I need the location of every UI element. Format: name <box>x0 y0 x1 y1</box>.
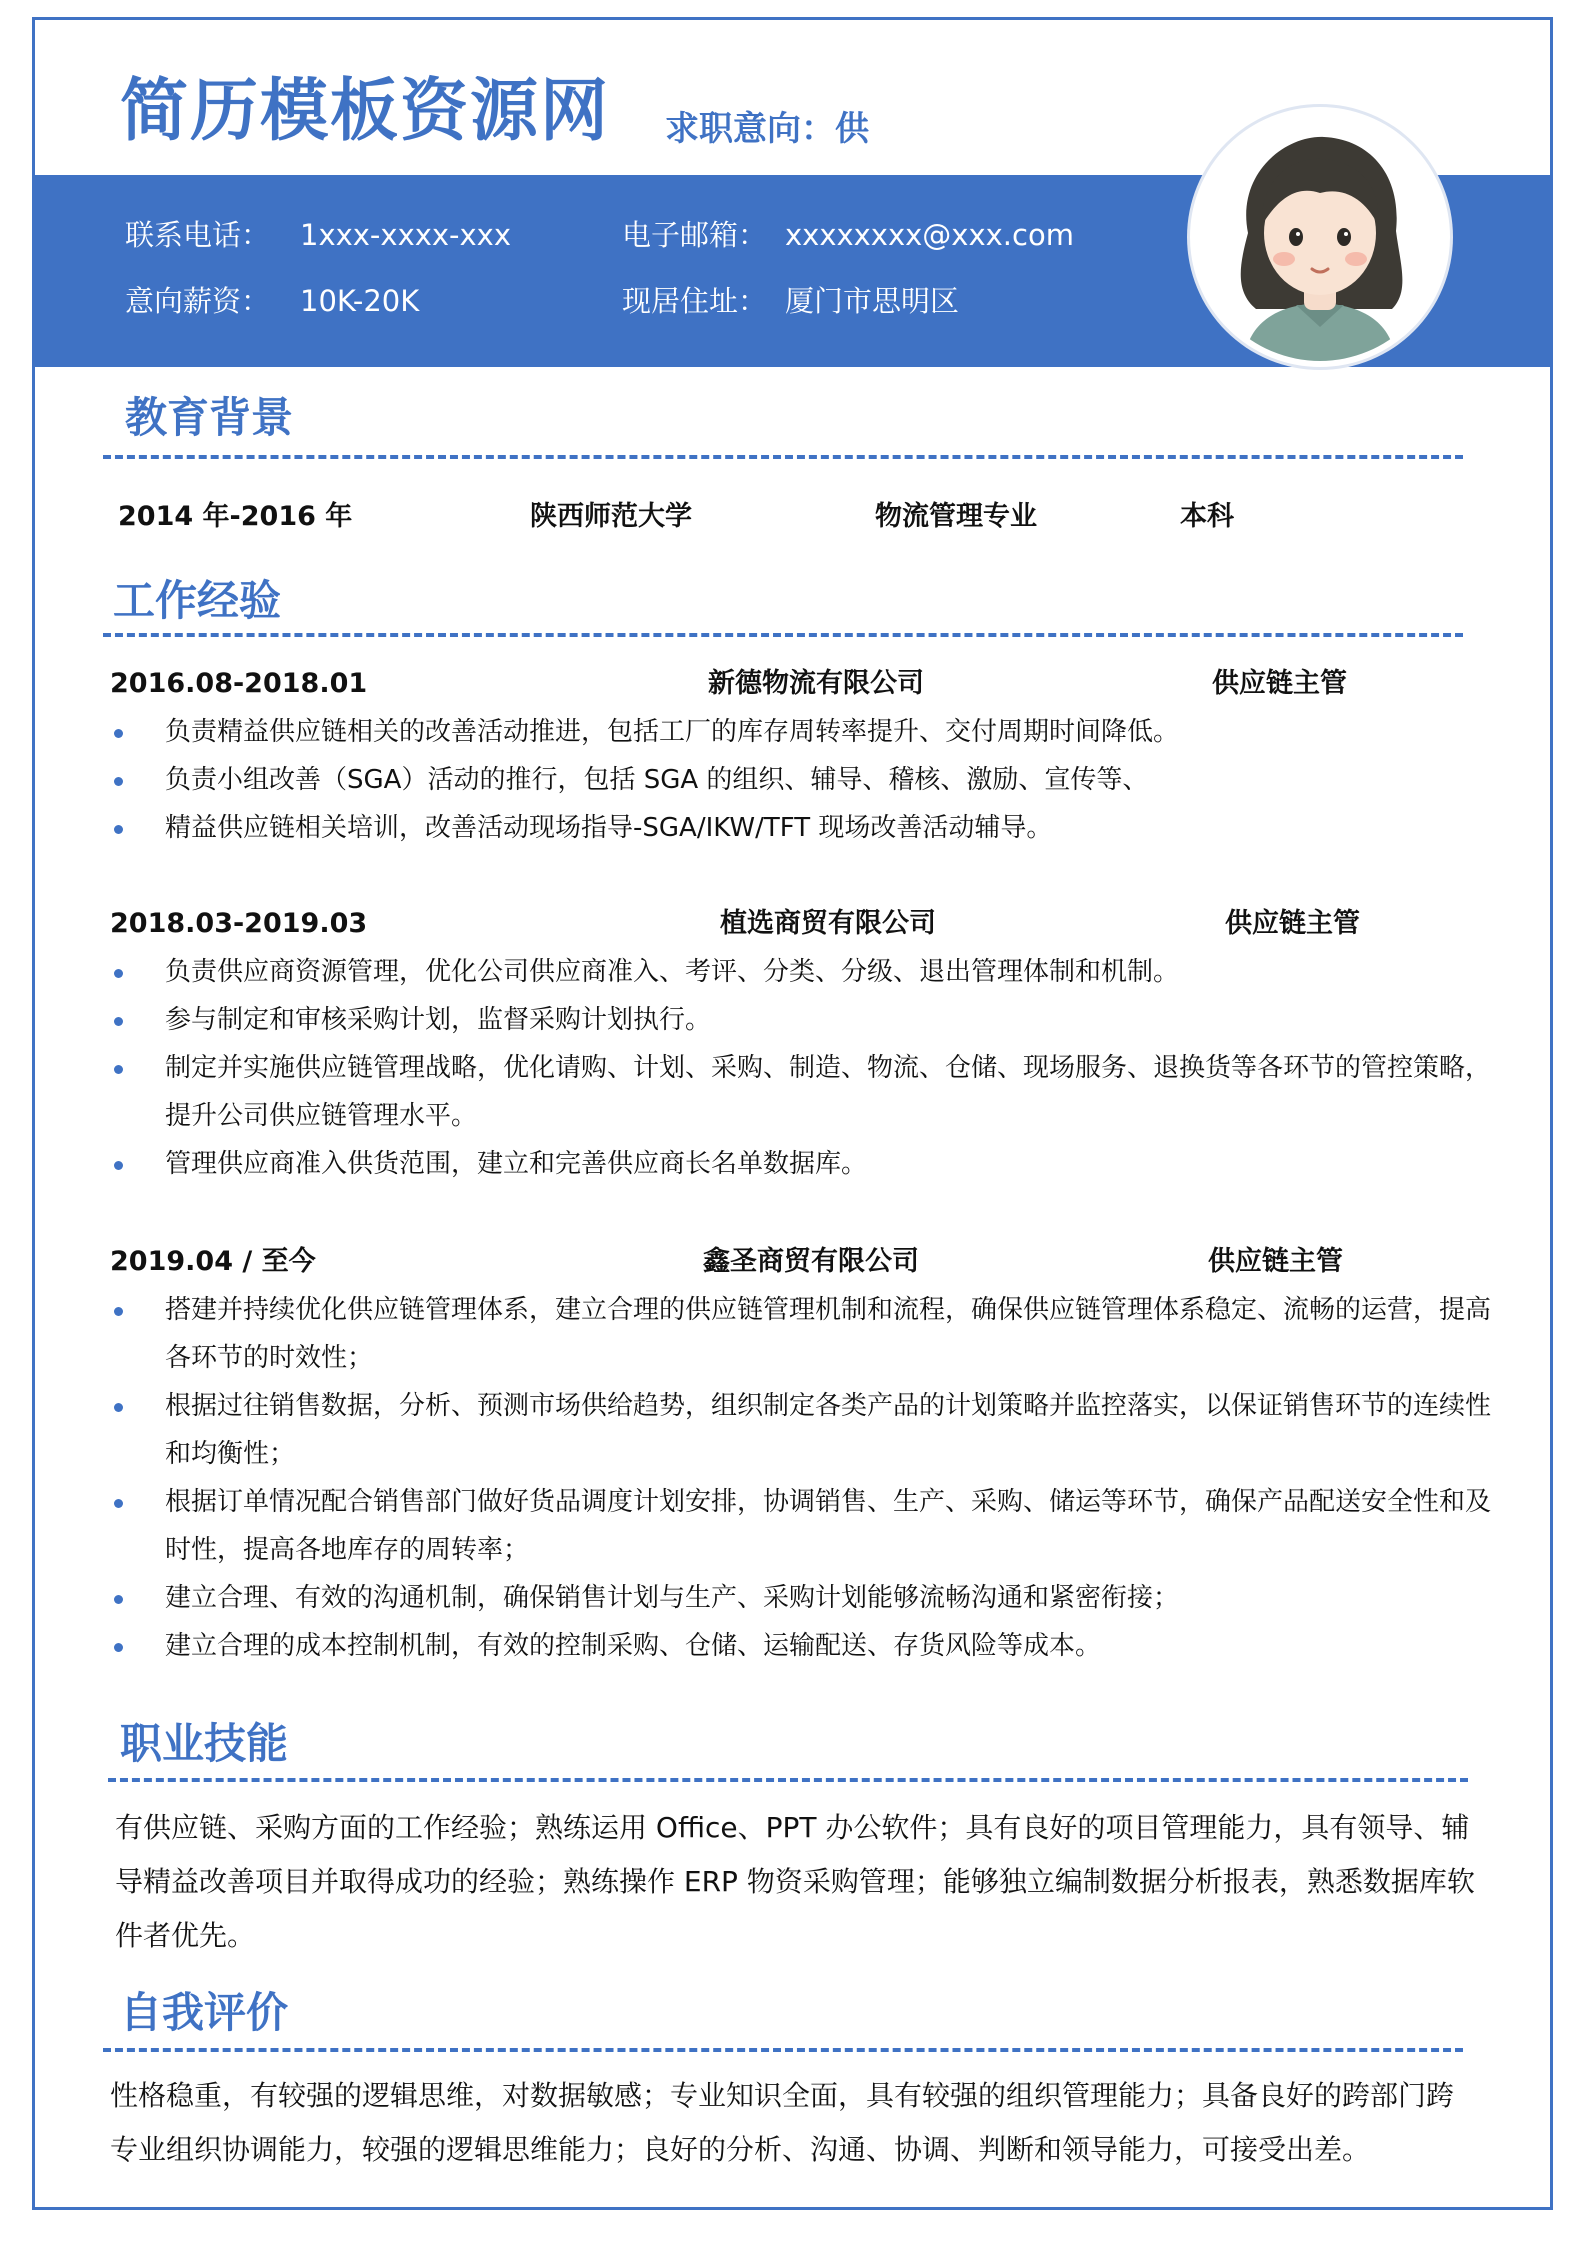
bullet-dot-icon <box>114 1403 123 1412</box>
skills-divider <box>108 1778 1468 1782</box>
avatar <box>1190 107 1450 367</box>
list-item: 负责小组改善（SGA）活动的推行，包括 SGA 的组织、辅导、稽核、激励、宣传等、 <box>108 756 1508 804</box>
job-period: 2018.03-2019.03 <box>110 908 368 939</box>
bullet-dot-icon <box>114 1161 123 1170</box>
bullet-dot-icon <box>114 1499 123 1508</box>
avatar-illustration-icon <box>1196 113 1444 361</box>
list-item: 根据过往销售数据，分析、预测市场供给趋势，组织制定各类产品的计划策略并监控落实，以保证销售环节的连续性和均衡性； <box>108 1382 1508 1478</box>
self-evaluation-divider <box>103 2048 1463 2052</box>
bullet-dot-icon <box>114 969 123 978</box>
experience-divider <box>103 633 1463 637</box>
list-item: 负责供应商资源管理，优化公司供应商准入、考评、分类、分级、退出管理体制和机制。 <box>108 948 1508 996</box>
list-item: 建立合理的成本控制机制，有效的控制采购、仓储、运输配送、存货风险等成本。 <box>108 1622 1508 1670</box>
address-value: 厦门市思明区 <box>785 284 960 318</box>
job-role: 供应链主管 <box>1212 668 1347 699</box>
bullet-dot-icon <box>114 825 123 834</box>
list-item: 根据订单情况配合销售部门做好货品调度计划安排，协调销售、生产、采购、储运等环节，确保产品配送安全性和及时性，提高各地库存的周转率； <box>108 1478 1508 1574</box>
skills-title: 职业技能 <box>120 1719 289 1768</box>
salary-value: 10K-20K <box>300 284 420 318</box>
job-role: 供应链主管 <box>1208 1246 1343 1277</box>
job-period: 2016.08-2018.01 <box>110 668 368 699</box>
bullet-dot-icon <box>114 1643 123 1652</box>
address-label: 现居住址： <box>622 284 768 318</box>
job-intent: 求职意向：供 <box>665 109 869 149</box>
self-evaluation-text: 性格稳重，有较强的逻辑思维，对数据敏感；专业知识全面，具有较强的组织管理能力；具备良好的跨部门跨专业组织协调能力，较强的逻辑思维能力；良好的分析、沟通、协调、判断和领导能力，可接受出差。 <box>110 2079 1455 2166</box>
education-divider <box>103 455 1463 459</box>
phone-value: 1xxx-xxxx-xxx <box>300 218 512 252</box>
experience-title: 工作经验 <box>113 576 282 625</box>
candidate-name: 简历模板资源网 <box>120 72 611 151</box>
job-bullets <box>108 948 1508 1188</box>
skills-text: 有供应链、采购方面的工作经验；熟练运用 Office、PPT 办公软件；具有良好的项目管理能力，具有领导、辅导精益改善项目并取得成功的经验；熟练操作 ERP 物资采购管理；能够独立编制数据分析报表，熟悉数据库软件者优先。 <box>115 1811 1475 1952</box>
list-item: 负责精益供应链相关的改善活动推进，包括工厂的库存周转率提升、交付周期时间降低。 <box>108 708 1508 756</box>
email-value: xxxxxxxx@xxx.com <box>785 218 1074 252</box>
education-period: 2014 年-2016 年 <box>118 501 353 532</box>
list-item: 制定并实施供应链管理战略，优化请购、计划、采购、制造、物流、仓储、现场服务、退换货等各环节的管控策略，提升公司供应链管理水平。 <box>108 1044 1508 1140</box>
list-item: 管理供应商准入供货范围，建立和完善供应商长名单数据库。 <box>108 1140 1508 1188</box>
bullet-dot-icon <box>114 1017 123 1026</box>
job-company: 新德物流有限公司 <box>708 668 924 699</box>
job-bullets <box>108 708 1508 852</box>
education-school: 陕西师范大学 <box>530 501 692 532</box>
list-item: 搭建并持续优化供应链管理体系，建立合理的供应链管理机制和流程，确保供应链管理体系稳定、流畅的运营，提高各环节的时效性； <box>108 1286 1508 1382</box>
phone-label: 联系电话： <box>125 218 271 252</box>
bullet-dot-icon <box>114 1065 123 1074</box>
job-company: 植选商贸有限公司 <box>720 908 936 939</box>
list-item: 建立合理、有效的沟通机制，确保销售计划与生产、采购计划能够流畅沟通和紧密衔接； <box>108 1574 1508 1622</box>
bullet-dot-icon <box>114 777 123 786</box>
bullet-dot-icon <box>114 1595 123 1604</box>
education-title: 教育背景 <box>125 393 294 442</box>
bullet-dot-icon <box>114 729 123 738</box>
job-company: 鑫圣商贸有限公司 <box>703 1246 919 1277</box>
job-period: 2019.04 / 至今 <box>110 1246 316 1277</box>
salary-label: 意向薪资： <box>125 284 271 318</box>
self-evaluation-title: 自我评价 <box>120 1988 289 2037</box>
education-degree: 本科 <box>1180 501 1234 532</box>
education-major: 物流管理专业 <box>875 501 1037 532</box>
email-label: 电子邮箱： <box>622 218 768 252</box>
job-role: 供应链主管 <box>1225 908 1360 939</box>
list-item: 参与制定和审核采购计划，监督采购计划执行。 <box>108 996 1508 1044</box>
job-bullets <box>108 1286 1508 1670</box>
bullet-dot-icon <box>114 1307 123 1316</box>
list-item: 精益供应链相关培训，改善活动现场指导-SGA/IKW/TFT 现场改善活动辅导。 <box>108 804 1508 852</box>
